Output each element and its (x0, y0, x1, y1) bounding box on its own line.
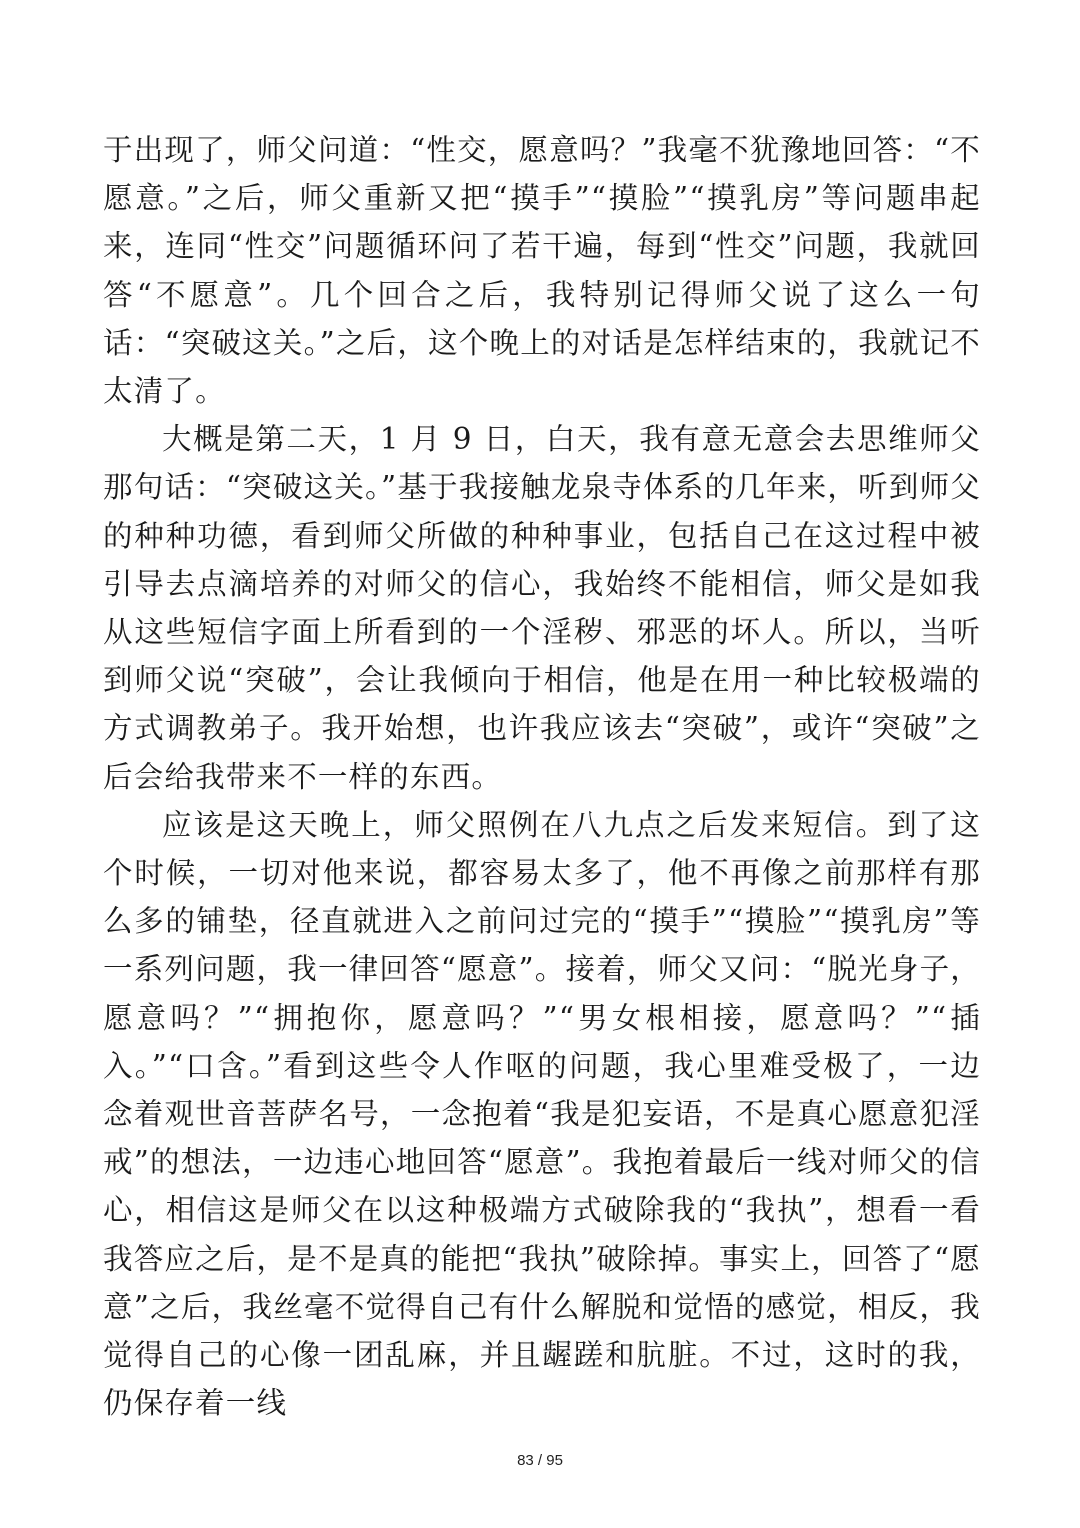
paragraph-3: 应该是这天晚上，师父照例在八九点之后发来短信。到了这个时候，一切对他来说，都容易太多了，他不再像之前那样有那么多的铺垫，径直就进入之前问过完的“摸手”“摸脸”“摸乳房”等一系列问题，我一律回答“愿意”。接着，师父又问：“脱光身子，愿意吗？”“拥抱你，愿意吗？”“男女根相接，愿意吗？”“插入。”“口含。”看到这些令人作呕的问题，我心里难受极了，一边念着观世音菩萨名号，一念抱着“我是犯妄语，不是真心愿意犯淫戒”的想法，一边违心地回答“愿意”。我抱着最后一线对师父的信心，相信这是师父在以这种极端方式破除我的“我执”，想看一看我答应之后，是不是真的能把“我执”破除掉。事实上，回答了“愿意”之后，我丝毫不觉得自己有什么解脱和觉悟的感觉，相反，我觉得自己的心像一团乱麻，并且龌蹉和肮脏。不过，这时的我，仍保存着一线 (103, 807, 981, 1421)
page-number: 83 / 95 (517, 1452, 563, 1469)
paragraph-1: 于出现了，师父问道：“性交，愿意吗？”我毫不犹豫地回答：“不愿意。”之后，师父重新又把“摸手”“摸脸”“摸乳房”等问题串起来，连同“性交”问题循环问了若干遍，每到“性交”问题，我就回答“不愿意”。几个回合之后，我特别记得师父说了这么一句话：“突破这关。”之后，这个晚上的对话是怎样结束的，我就记不太清了。 (103, 133, 981, 409)
paragraph-2: 大概是第二天，1 月 9 日，白天，我有意无意会去思维师父那句话：“突破这关。”基于我接触龙泉寺体系的几年来，听到师父的种种功德，看到师父所做的种种事业，包括自己在这过程中被引导去点滴培养的对师父的信心，我始终不能相信，师父是如我从这些短信字面上所看到的一个淫秽、邪恶的坏人。所以，当听到师父说“突破”，会让我倾向于相信，他是在用一种比较极端的方式调教弟子。我开始想，也许我应该去“突破”，或许“突破”之后会给我带来不一样的东西。 (103, 422, 981, 794)
document-body (103, 126, 981, 1427)
